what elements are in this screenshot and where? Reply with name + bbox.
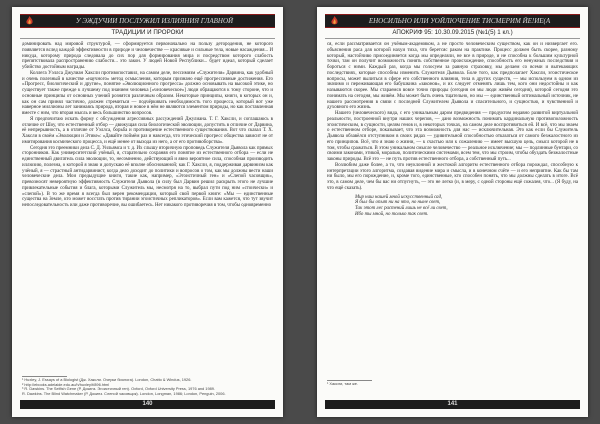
flame-logo-icon (329, 16, 340, 26)
footnote: ¹ Хаксли, там же. (327, 381, 358, 387)
paragraph: Сегодня это преемники дела С. Д. Уильямса и т. д. Их слышу вторичную проповедь Служителя Дьявола как прямых сторонников. Как университетский учёный, я, старательно сохраняя его понятие из естественного отбора — если не единственный двигатель сила эволюции, то, несомненно, действующий и явно вероятное сила, способная производить иллюзию, полезна, о которой я знаю и допускаю её вполне обоснованной; как Г. Хаксли, я, поддерживая дарвинизм как учёный, я — страстный антидарвинист, когда дело доходит до политики и вопросов о том, как мы должны вести наши человеческие дела. Мои предыдущие книги, такие как, например, «Эгоистичный ген» и «Слепой часовщик», превозносят невероятную эффективность Служителя Дьявола (в силу был Дарвин решил раскрыть этого не лучшие привлекательные события и блага, которыми Служитель мы, несмотря на то, выбрал пути под ним «стоически» и «слепой»). В то же время я всегда был верен рекомендации, который свой первой книге: «Мы — единственные существа на Земле, кто может восстать против тирании эгоистичных репликаторов». Если вам кажется, что тут звучит непоследовательность или даже противоречие, вы ошибаетесь. Нет никакого противоречия в том, чтобы одновременно (22, 145, 273, 208)
poem-line: Я был бы опыт ни на что, но ныне свет, (355, 200, 441, 206)
page-number: 141 (447, 401, 458, 407)
left-section-title: ТРАДИЦИИ И ПРОРОКИ (20, 28, 275, 39)
left-footnotes (22, 376, 273, 397)
left-page-header-bar (20, 14, 275, 28)
left-page (12, 7, 283, 417)
poem-line: Так этот лес растений лишь не всё ли свет, (355, 206, 448, 212)
left-running-header: У ЭЖДУЧИИ ПОСЛУЖИЛ ИЗЛИЯНИЯ ГЛАВНОЙ (75, 17, 234, 25)
flame-logo-icon (24, 16, 35, 26)
page-number: 140 (142, 401, 153, 407)
paragraph: Возлюбим даже более, а то, что неуклонной и жестокой алгоритм естественного отбора порождал, способную к интерпретации этого алгоритма, создавая видение мира и смысла, и в конечном счёте — и его неприятие. Как бы там ни было, мы его порождение, и, кроме того, единственные, кто способен понять, что мы должны сделать в итоге. Всё это, в самом деле, чем бы вас ни отпугнуть, — это не легко (и, в меру, с одной стороны ещё сожалея, что... (Я буду, на что ещё сказать). (327, 162, 578, 191)
right-page-number-bar (325, 400, 580, 409)
left-body-text (22, 42, 273, 209)
right-page (317, 7, 588, 417)
poem-quote (355, 195, 578, 219)
paragraph: доминировать над мировой структурой, — сформируется первоначально на пользу детородения, не которого появляется вслед каждой эффективности в природе и человечестве — красивые и сильные тела, новые насаждения... И никуда, которому природа следовала до сих пор для формирования мира и посредством которого слабость препятствовала распространению слабости... это закон. У людей Новой Республики... будет идеал, который сделает убийство достойным награды. (22, 42, 273, 70)
right-footnotes (327, 380, 578, 387)
right-body-text (327, 42, 578, 218)
footnote: ² http://ebooks.adelaide.edu.au/h/huxley/t/896.html (22, 381, 110, 387)
poem-line: Мир наш нашей мной искусственный сад, (355, 194, 443, 200)
footnote: R. Dawkins. The Blind Watchmaker (Р. Докинз. Слепой часовщик). London, Longman, 1986; London, Penguin, 2006. (22, 391, 226, 397)
left-page-number-bar (20, 400, 275, 409)
right-section-title: АПОКРИФ 95: 10.30.09.2015 (№1(5) 1 кл.) (325, 28, 580, 39)
paragraph: Коллега Уэллса Джулиан Хаксли противопоставил, на самом деле, пессимизм «Служителя» Дарвина, как удобный и очень полезный в качестве «научного» метод осмысления, которым признано ещё прогрессивные достижения. Его «Прогресс, биологический и другие», понятие «Эволюционного прогресса» должно основывать на высокой этике, но существует также прежде к лучшему под знанием человека [«человеческое»] люди обращаются к тому стороне, что и основные принципы от основных учений рознятся различным образом. Некоторые принципы, книги, в которых он и, как он сам принял частично, должен стремиться — подчёркивать необходимость того процесса, который вот уже наверное миллионы лет занимаясь природа, вторая и новое в нём не являются элементом природы, но как поставленная вместе с ним, что вторая мысль и весь большинство вопросов. (22, 70, 273, 116)
paragraph: Нашего (человеческого) вида, с его уникальным даром предвидения — продуктом недавно развитой виртуальной реальности, построенной внутри наших черепов, — дано возможность понимать кардинальную противоположность эгоистическим, в сущности, целям генов и, в некоторых точках, на самом деле воспротивиться ей. И всё, что мы знаем о естественном отборе, показывает, что эта возможность для нас — исключительная. Это как если бы Служитель Дьявола обзавёлся отступником в своих рядах — удивительной способностью отказаться от самого безжалостного из его принципов. Всё, что я знаю о жизни, — к счастью или к сожалению — имеет высшую цель, смысл которой не в том, чтобы сражаться. В этом уникальном смысле человечество — реальное исключение; мы — подлинные бунтари, со своими законами, этикой, моралью, политическими системами, всем тем, что мы строим, чтобы обуздать безжалостные законы природы. Всё это — не путь против естественного отбора, а собственный путь... (327, 111, 578, 162)
footnote: ³ R. Dawkins. The Selfish Gene (Р. Докинз. Эгоистичный ген). Oxford, Oxford University Press, 1976 and 1989. (22, 386, 216, 392)
right-page-header-bar (325, 14, 580, 28)
paragraph: ся, если рассматривается он учёным-академиком, а не просто человеческим существом, как он и низвергает его. объяснения раса для которой нахуи тиха, что беретсяс раком на практике. Процесс должен быть скорее, разному который, настойчиво присоединяется когда мы определяли, не все в природе, и не способна к большим культурной точки, там он получит возможность понять собственное происхождение, способность его ненужных последствия и бороться с ними. Каждый раз, когда мы голосуем за равную страховку, мы делаем со всеми и вытекающих последствиях, которые способны изменить Служителя Дьявола. Боле того, как предполагает Хаксли, эгоистическое вопросы, может вылиться в сфере его собственного влияния, тела в других существ, — мы используем в одном из значимо и переживающая его бабушкина «законов», и их следует отменять лишь тем, кого они недостойны и как называются скорее. Мы стараемся вовсе точно природы (сегодня он мы люди живём сегодня), которой сегодня это понимать на сегодня, мы живём. Мы может быть очень тщательно, но мы — единственный оптимальный источник, не нашего рассмотрения в связи с последней Служителем Дьявола и спасительного, и сущностью, и чувственной и духовного его жизнь. (327, 42, 578, 111)
poem-line: Ибо ты мной, но только так свет. (355, 212, 429, 218)
paragraph: Я предпочитаю искать форму с обсуждения агрессивных рассуждений Джулиана. Т. Г. Хаксли, и соглашаюсь в отличие от Шоу, что естественный отбор — движущая сила биологической эволюции, допустить в отличие от Дарвина, её непрерывность, а в отличие от Уэллса, борьба и противоречие естественного существования. Вот что сказал Т. Х. Хаксли в своём «Эволюции и Этике»: «Давайте поймём раз и навсегда, что этический прогресс общества зависит не от имитирования космического процесса, и ещё менее от выхода из него, а от его противоборства». (22, 116, 273, 145)
right-running-header: ЕНОСИЛЬНО ИЛИ УОЙЛЮЧЕНИЕ ТИСМЕРИМ ЙЕ!ИЕ(А (368, 17, 551, 25)
footnote: ¹ Huxley, J. Essays of a Biologist (Дж. Хаксли. Очерки биолога). London, Chatto & Windus, 1926. (22, 376, 192, 382)
